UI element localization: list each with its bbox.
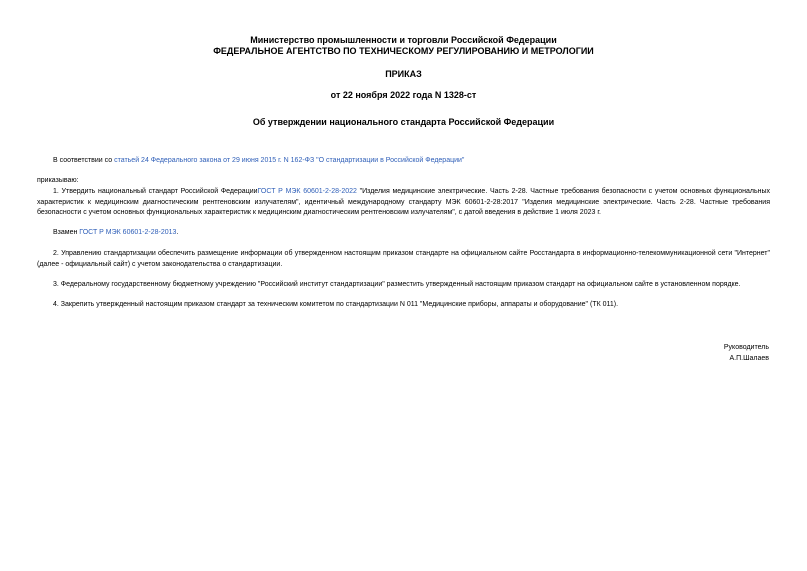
law-article-link[interactable]: статьей 24 Федерального закона от 29 июня 2015 г. N 162-ФЗ "О стандартизации в Российской Федерации"	[114, 157, 465, 164]
item-3-paragraph: 3. Федеральному государственному бюджетному учреждению "Российский институт стандартизации" разместить утвержденный настоящим приказом стандарт на официальном сайте в установленном порядке.	[53, 281, 741, 288]
replacement-paragraph	[37, 228, 770, 239]
replacement-prefix: Взамен	[53, 229, 80, 236]
standard-2022-link[interactable]: ГОСТ Р МЭК 60601-2-28-2022	[257, 188, 357, 195]
signatory-name: А.П.Шалаев	[729, 355, 769, 362]
item-1-suffix: "Изделия медицинские электрические. Часть 2-28. Частные требования безопасности с учетом основных функциональных характеристик к медицинским диагностическим рентгеновским излучателям", идентичный международному стандарту МЭК 60601-2-28:2017 "Изделия медицинские электрические. Часть 2-28. Частные требования безопасности с учетом основных функциональных характеристик к медицинским диагностическим рентгеновским излучателям", с датой введения в действие 1 июля 2023 г.	[37, 188, 770, 216]
item-1-paragraph	[37, 187, 770, 219]
document-date-number: от 22 ноября 2022 года N 1328-ст	[330, 90, 477, 100]
document-type: ПРИКАЗ	[385, 69, 422, 79]
intro-paragraph	[37, 156, 770, 167]
order-word: приказываю:	[37, 177, 79, 184]
item-1-prefix: 1. Утвердить национальный стандарт Российской Федерации	[53, 188, 258, 195]
item-4-paragraph: 4. Закрепить утвержденный настоящим приказом стандарт за техническим комитетом по стандартизации N 011 "Медицинские приборы, аппараты и оборудование" (ТК 011).	[53, 301, 619, 308]
signatory-title: Руководитель	[723, 344, 769, 351]
standard-2013-link[interactable]: ГОСТ Р МЭК 60601-2-28-2013	[79, 229, 177, 236]
ministry-name: Министерство промышленности и торговли Российской Федерации	[250, 35, 557, 45]
intro-prefix: В соответствии со	[53, 157, 115, 164]
replacement-suffix: .	[176, 229, 179, 236]
item-2-paragraph: 2. Управлению стандартизации обеспечить размещение информации об утвержденном настоящим приказом стандарте на официальном сайте Росстандарта в информационно-телекоммуникационной сети "Интернет" (далее - официальный сайт) с учетом законодательства о стандартизации.	[37, 250, 770, 268]
document-subject: Об утверждении национального стандарта Российской Федерации	[252, 117, 555, 127]
agency-name: ФЕДЕРАЛЬНОЕ АГЕНТСТВО ПО ТЕХНИЧЕСКОМУ РЕГУЛИРОВАНИЮ И МЕТРОЛОГИИ	[213, 46, 594, 56]
